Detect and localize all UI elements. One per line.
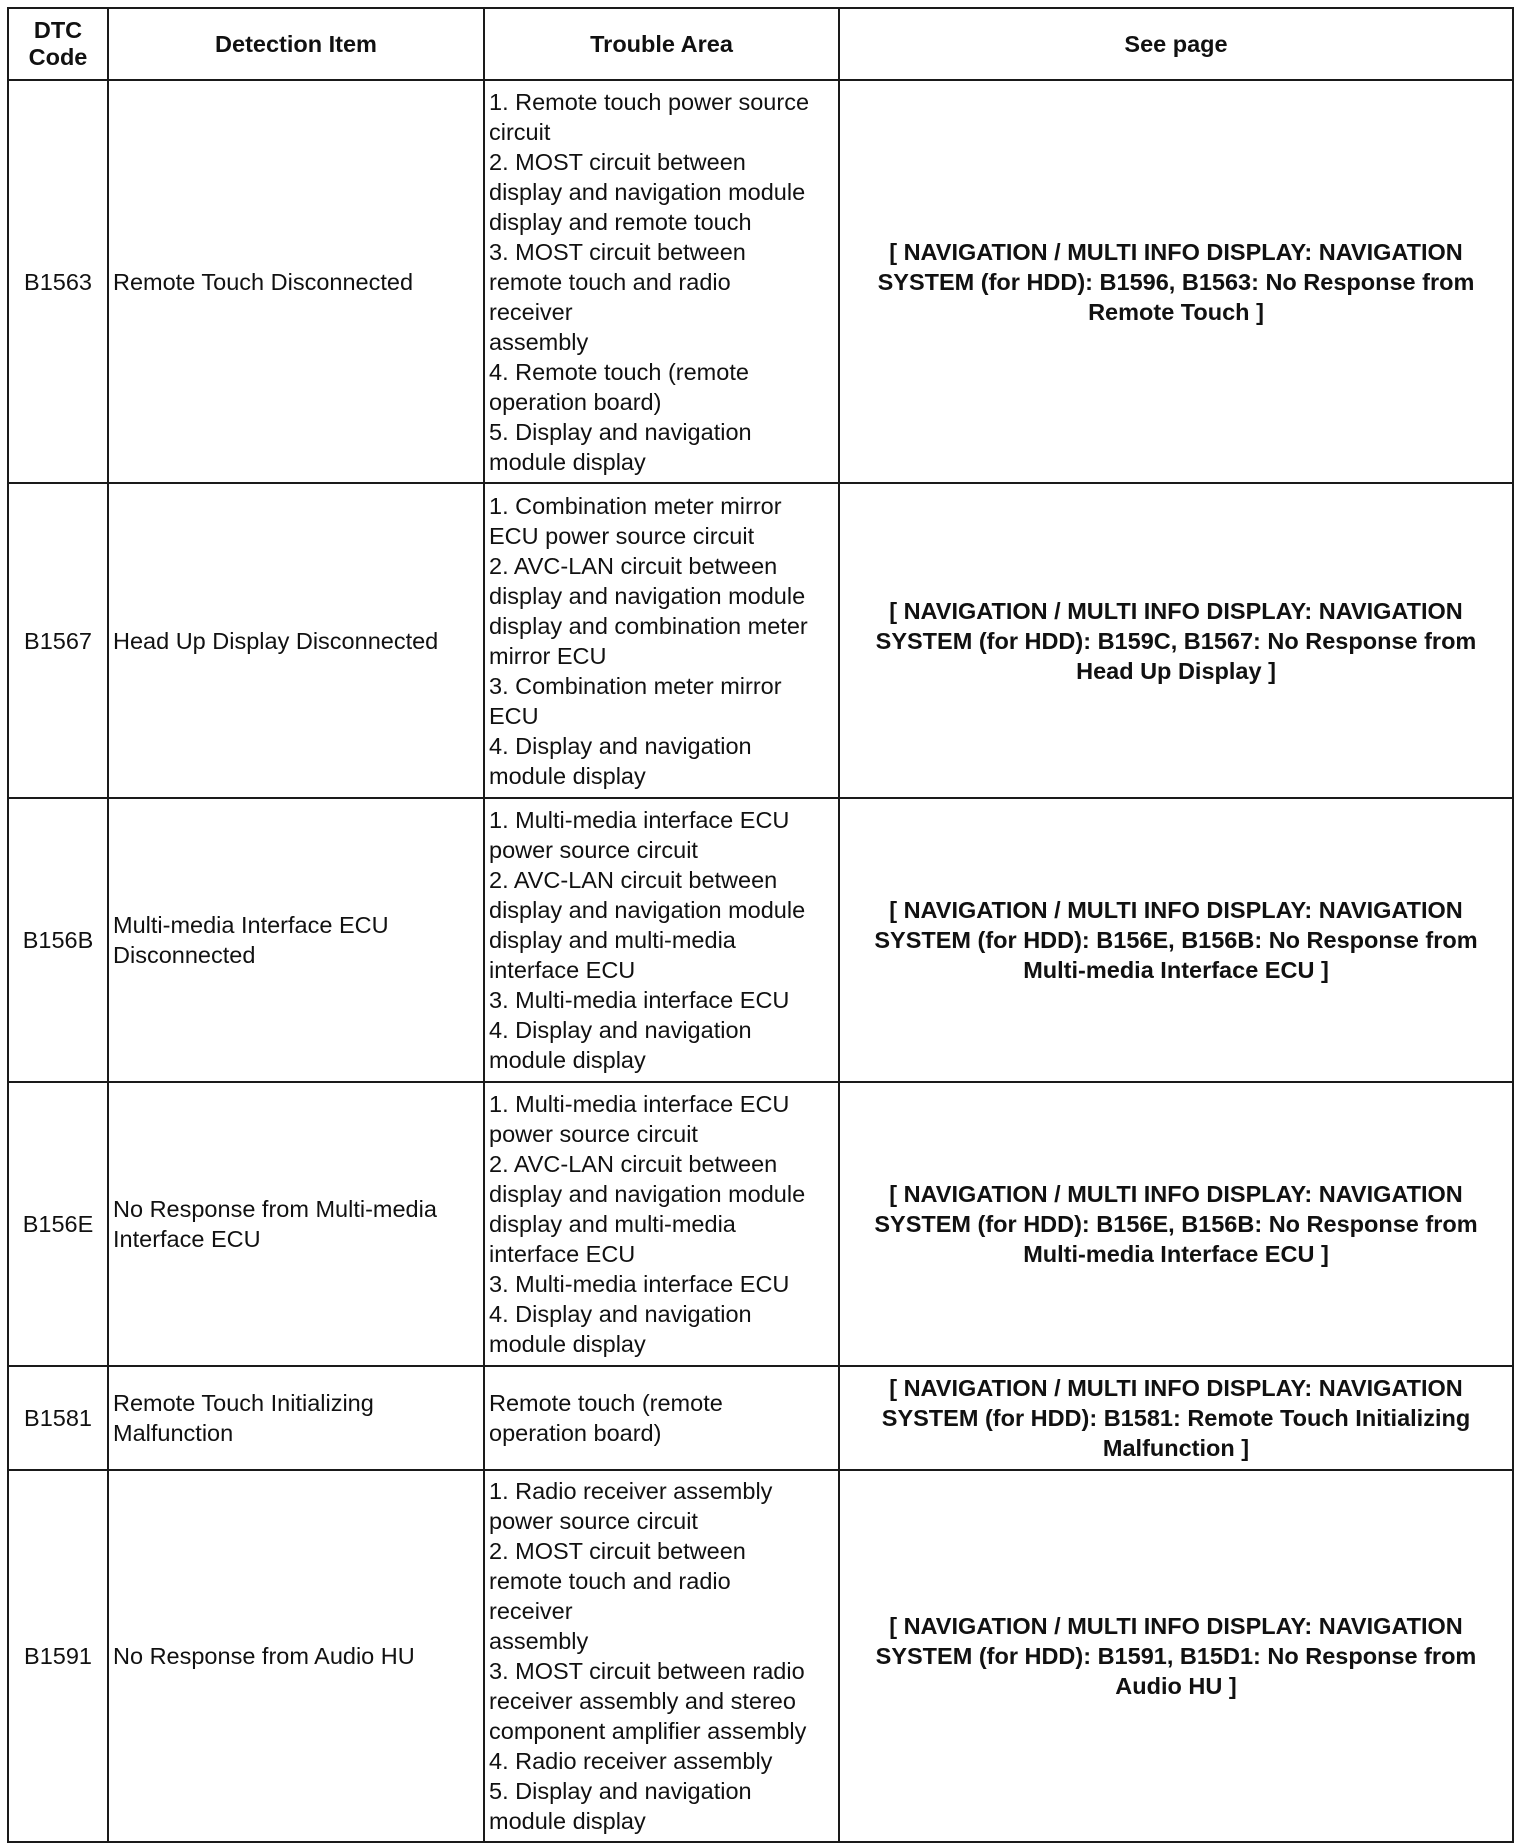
detection-item-cell: Remote Touch Initializing Malfunction [108, 1366, 484, 1470]
detection-item-cell: Remote Touch Disconnected [108, 80, 484, 483]
dtc-table [7, 7, 1514, 1843]
trouble-area-line: display and multi-media [489, 1211, 736, 1237]
trouble-area-line: interface ECU [489, 1241, 636, 1267]
header-row [8, 8, 1513, 80]
trouble-area-cell [484, 1366, 839, 1470]
dtc-code-cell: B1591 [8, 1470, 108, 1842]
dtc-code-cell: B1581 [8, 1366, 108, 1470]
trouble-area-line: circuit [489, 118, 551, 145]
table-row [8, 1470, 1513, 1842]
header-dtc-code-line2: Code [28, 44, 88, 70]
trouble-area-line: power source circuit [489, 1508, 698, 1534]
trouble-area-line: 1. Radio receiver assembly [489, 1478, 773, 1504]
trouble-area-line: 4. Radio receiver assembly [489, 1748, 773, 1774]
see-page-link[interactable]: [ NAVIGATION / MULTI INFO DISPLAY: NAVIGATION SYSTEM (for HDD): B159C, B1567: No Response from Head Up Display ] [839, 483, 1513, 798]
trouble-area-line: 4. Remote touch (remote [489, 358, 749, 385]
header-trouble-area: Trouble Area [484, 8, 839, 80]
trouble-area-line: interface ECU [489, 957, 636, 983]
detection-item-cell: No Response from Multi-media Interface ECU [108, 1082, 484, 1366]
trouble-area-line: 3. MOST circuit between [489, 238, 746, 265]
see-page-link[interactable]: [ NAVIGATION / MULTI INFO DISPLAY: NAVIGATION SYSTEM (for HDD): B156E, B156B: No Response from Multi-media Interface ECU ] [839, 1082, 1513, 1366]
trouble-area-line: 2. AVC-LAN circuit between [489, 1151, 778, 1177]
dtc-code-cell: B156B [8, 798, 108, 1082]
trouble-area-line: 3. MOST circuit between radio [489, 1658, 805, 1684]
trouble-area-cell [484, 483, 839, 798]
trouble-area-line: power source circuit [489, 1121, 698, 1147]
trouble-area-line: display and navigation module [489, 1181, 806, 1207]
table-row [8, 80, 1513, 483]
trouble-area-line: display and navigation module [489, 178, 806, 205]
trouble-area-line: remote touch and radio [489, 268, 731, 295]
dtc-code-cell: B1567 [8, 483, 108, 798]
detection-item-cell: No Response from Audio HU [108, 1470, 484, 1842]
header-dtc-code [8, 8, 108, 80]
trouble-area-line: ECU power source circuit [489, 522, 755, 549]
trouble-area-line: 2. MOST circuit between [489, 1538, 746, 1564]
trouble-area-line: 2. MOST circuit between [489, 148, 746, 175]
trouble-area-line: mirror ECU [489, 642, 607, 669]
dtc-code-cell: B156E [8, 1082, 108, 1366]
trouble-area-line: display and remote touch [489, 208, 752, 235]
see-page-link[interactable]: [ NAVIGATION / MULTI INFO DISPLAY: NAVIGATION SYSTEM (for HDD): B156E, B156B: No Response from Multi-media Interface ECU ] [839, 798, 1513, 1082]
trouble-area-line: remote touch and radio [489, 1568, 731, 1594]
trouble-area-line: Remote touch (remote [489, 1390, 723, 1416]
trouble-area-line: 1. Combination meter mirror [489, 492, 782, 519]
table-header [8, 8, 1513, 80]
trouble-area-line: module display [489, 1808, 646, 1834]
table-row [8, 483, 1513, 798]
trouble-area-line: 3. Multi-media interface ECU [489, 987, 790, 1013]
dtc-code-cell: B1563 [8, 80, 108, 483]
trouble-area-line: display and combination meter [489, 612, 808, 639]
trouble-area-line: 1. Remote touch power source [489, 88, 810, 115]
table-row [8, 798, 1513, 1082]
trouble-area-line: operation board) [489, 388, 662, 415]
trouble-area-line: 2. AVC-LAN circuit between [489, 867, 778, 893]
trouble-area-line: module display [489, 1047, 646, 1073]
trouble-area-line: operation board) [489, 1420, 662, 1446]
header-dtc-code-line1: DTC [33, 17, 83, 43]
trouble-area-line: module display [489, 1331, 646, 1357]
trouble-area-line: 3. Multi-media interface ECU [489, 1271, 790, 1297]
trouble-area-line: component amplifier assembly [489, 1718, 807, 1744]
detection-item-cell: Head Up Display Disconnected [108, 483, 484, 798]
trouble-area-cell [484, 1470, 839, 1842]
see-page-link[interactable]: [ NAVIGATION / MULTI INFO DISPLAY: NAVIGATION SYSTEM (for HDD): B1591, B15D1: No Response from Audio HU ] [839, 1470, 1513, 1842]
trouble-area-line: display and navigation module [489, 582, 806, 609]
trouble-area-line: assembly [489, 1628, 589, 1654]
trouble-area-line: 4. Display and navigation [489, 1017, 752, 1043]
table-row [8, 1082, 1513, 1366]
trouble-area-line: 4. Display and navigation [489, 732, 752, 759]
trouble-area-cell [484, 798, 839, 1082]
detection-item-cell: Multi-media Interface ECU Disconnected [108, 798, 484, 1082]
trouble-area-line: receiver [489, 1598, 573, 1624]
trouble-area-cell [484, 1082, 839, 1366]
trouble-area-line: module display [489, 762, 646, 789]
header-see-page: See page [839, 8, 1513, 80]
trouble-area-line: 5. Display and navigation [489, 418, 752, 445]
see-page-link[interactable]: [ NAVIGATION / MULTI INFO DISPLAY: NAVIGATION SYSTEM (for HDD): B1581: Remote Touch Initializing Malfunction ] [839, 1366, 1513, 1470]
table-row [8, 1366, 1513, 1470]
trouble-area-line: assembly [489, 328, 589, 355]
table-body [8, 80, 1513, 1842]
trouble-area-line: 2. AVC-LAN circuit between [489, 552, 778, 579]
trouble-area-line: 4. Display and navigation [489, 1301, 752, 1327]
trouble-area-line: 5. Display and navigation [489, 1778, 752, 1804]
trouble-area-line: 1. Multi-media interface ECU [489, 1091, 790, 1117]
trouble-area-line: receiver [489, 298, 573, 325]
trouble-area-line: module display [489, 448, 646, 475]
header-detection-item: Detection Item [108, 8, 484, 80]
trouble-area-line: display and multi-media [489, 927, 736, 953]
trouble-area-line: receiver assembly and stereo [489, 1688, 796, 1714]
see-page-link[interactable]: [ NAVIGATION / MULTI INFO DISPLAY: NAVIGATION SYSTEM (for HDD): B1596, B1563: No Response from Remote Touch ] [839, 80, 1513, 483]
trouble-area-line: 1. Multi-media interface ECU [489, 807, 790, 833]
trouble-area-line: display and navigation module [489, 897, 806, 923]
trouble-area-line: power source circuit [489, 837, 698, 863]
trouble-area-cell [484, 80, 839, 483]
trouble-area-line: ECU [489, 702, 539, 729]
trouble-area-line: 3. Combination meter mirror [489, 672, 782, 699]
